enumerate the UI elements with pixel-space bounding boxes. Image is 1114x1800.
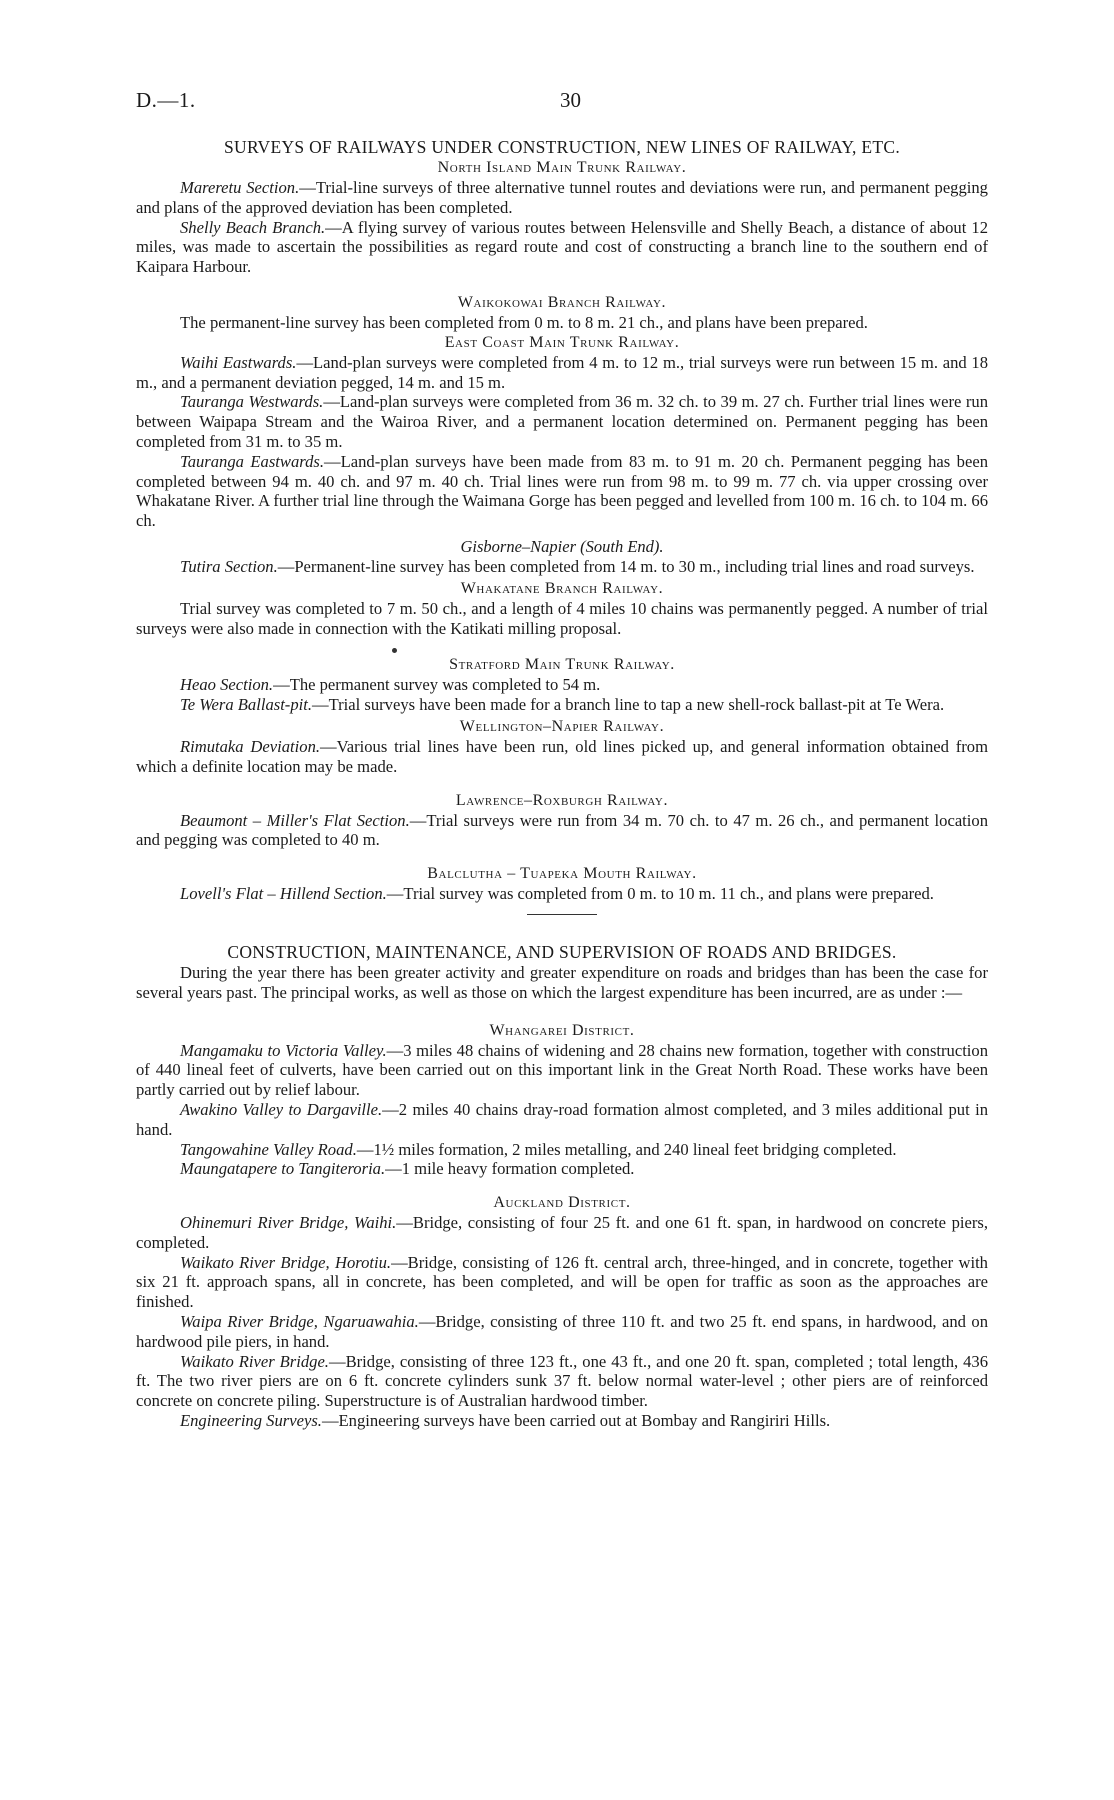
paragraph-lead: Waihi Eastwards. bbox=[180, 352, 297, 372]
paragraph-tauranga-eastwards bbox=[136, 452, 988, 531]
paragraph-body: —Land-plan surveys have been made from 83 m. to 91 m. 20 ch. Permanent pegging has been completed between 94 m. 40 ch. and 97 m. 40 ch. Trial lines were run from 98 m. to 99 m. 77 ch. via upper crossing over Whakatane River. A further trial line through the Waimana Gorge has been pegged and levelled from 100 m. 16 ch. to 104 m. 66 ch. bbox=[136, 451, 989, 531]
paragraph-body: —Engineering surveys have been carried out at Bombay and Rangiriri Hills. bbox=[321, 1411, 831, 1431]
lawrence-heading: Lawrence–Roxburgh Railway. bbox=[455, 791, 669, 809]
paragraph-tauranga-westwards bbox=[136, 392, 988, 451]
page-content bbox=[136, 136, 988, 1431]
paragraph-body: —Trial surveys have been made for a branch line to tap a new shell-rock ballast-pit at Te Wera. bbox=[312, 695, 945, 715]
paragraph-body: —Bridge, consisting of 126 ft. central arch, three-hinged, and in concrete, together with six 21 ft. approach spans, all in concrete, has been completed, and will be open for traffic as soon as the approaches are finished. bbox=[136, 1252, 988, 1312]
balclutha-heading: Balclutha – Tuapeka Mouth Railway. bbox=[427, 865, 697, 883]
page-header bbox=[136, 88, 978, 120]
nimt-heading: North Island Main Trunk Railway. bbox=[437, 159, 687, 176]
paragraph-body: —Bridge, consisting of three 123 ft., one 43 ft., and one 20 ft. span, completed ; total length, 436 ft. The two river piers are on 6 ft. concrete cylinders sunk 37 ft. below normal water-level ; other piers are of reinforced concrete on concrete piling. Superstructure is of Australian hardwood timber. bbox=[136, 1351, 988, 1411]
roads-section-title: CONSTRUCTION, MAINTENANCE, AND SUPERVISION OF ROADS AND BRIDGES. bbox=[227, 941, 897, 962]
page-number: 30 bbox=[560, 88, 581, 112]
gisborne-heading: Gisborne–Napier (South End). bbox=[460, 536, 664, 556]
paragraph-maungatapere bbox=[136, 1159, 988, 1179]
east-coast-heading: East Coast Main Trunk Railway. bbox=[444, 333, 680, 351]
paragraph-waikokowai: The permanent-line survey has been completed from 0 m. to 8 m. 21 ch., and plans have been prepared. bbox=[180, 312, 868, 332]
paragraph-body: —Trial surveys were run from 34 m. 70 ch. to 47 m. 26 ch., and permanent location and pegging was completed to 40 m. bbox=[136, 810, 988, 850]
paragraph-heao bbox=[136, 675, 988, 695]
document-reference: D.—1. bbox=[136, 88, 196, 112]
paragraph-lead: Waikato River Bridge, Horotiu. bbox=[180, 1252, 392, 1272]
paragraph-lead: Rimutaka Deviation. bbox=[180, 736, 321, 756]
paragraph-lead: Tauranga Westwards. bbox=[180, 392, 324, 412]
paragraph-body: —Bridge, consisting of four 25 ft. and one 61 ft. span, in hardwood on concrete piers, completed. bbox=[136, 1213, 988, 1252]
section-divider bbox=[527, 914, 597, 915]
paragraph-lead: Lovell's Flat – Hillend Section. bbox=[180, 884, 387, 904]
paragraph-lead: Heao Section. bbox=[180, 675, 274, 695]
paragraph-body: —Bridge, consisting of three 110 ft. and two 25 ft. end spans, in hardwood, and on hardwood pile piers, in hand. bbox=[136, 1312, 988, 1351]
paragraph-horotiu bbox=[136, 1253, 988, 1312]
paragraph-lead: Ohinemuri River Bridge, Waihi. bbox=[180, 1213, 397, 1233]
whangarei-heading: Whangarei District. bbox=[489, 1021, 635, 1039]
paragraph-awakino bbox=[136, 1100, 988, 1140]
paragraph-lead: Tutira Section. bbox=[180, 556, 278, 576]
paragraph-lead: Engineering Surveys. bbox=[180, 1411, 322, 1431]
paragraph-beaumont bbox=[136, 811, 988, 851]
paragraph-lead: Beaumont – Miller's Flat Section. bbox=[180, 810, 410, 830]
paragraph-mareretu bbox=[136, 178, 988, 218]
paragraph-body: —2 miles 40 chains dray-road formation almost completed, and 3 miles additional put in hand. bbox=[136, 1099, 989, 1139]
paragraph-rimutaka bbox=[136, 737, 988, 777]
paragraph-body: —The permanent survey was completed to 54 m. bbox=[273, 675, 601, 695]
paragraph-lead: Waipa River Bridge, Ngaruawahia. bbox=[180, 1312, 419, 1332]
paragraph-body: —Trial-line surveys of three alternative tunnel routes and deviations were run, and permanent pegging and plans of the approved deviation has been completed. bbox=[136, 178, 988, 217]
paragraph-body: —Permanent-line survey has been completed from 14 m. to 30 m., including trial lines and road surveys. bbox=[277, 556, 975, 576]
railways-section-title: SURVEYS OF RAILWAYS UNDER CONSTRUCTION, NEW LINES OF RAILWAY, ETC. bbox=[224, 137, 900, 157]
paragraph-lead: Waikato River Bridge. bbox=[180, 1351, 329, 1371]
paragraph-shelly-beach bbox=[136, 218, 988, 277]
paragraph-lead: Tauranga Eastwards. bbox=[180, 451, 325, 471]
paragraph-body: —Land-plan surveys were completed from 36 m. 32 ch. to 39 m. 27 ch. Further trial lines were run between Waipapa Stream and the Wairoa River, and a permanent location determined on. Permanent pegging has been completed from 31 m. to 35 m. bbox=[136, 392, 989, 451]
paragraph-waikato-bridge bbox=[136, 1352, 988, 1411]
paragraph-ohinemuri bbox=[136, 1213, 988, 1253]
waikokowai-heading: Waikokowai Branch Railway. bbox=[457, 293, 667, 311]
paragraph-body: —1½ miles formation, 2 miles metalling, and 240 lineal feet bridging completed. bbox=[356, 1139, 897, 1159]
paragraph-body: —1 mile heavy formation completed. bbox=[385, 1159, 635, 1179]
paragraph-lovells-flat bbox=[136, 884, 988, 904]
paragraph-lead: Mangamaku to Victoria Valley. bbox=[180, 1040, 387, 1060]
paragraph-body: —3 miles 48 chains of widening and 28 chains new formation, together with construction of 440 lineal feet of culverts, have been carried out on this important link in the Great North Road. These works have been partly carried out by relief labour. bbox=[136, 1040, 989, 1100]
auckland-heading: Auckland District. bbox=[493, 1194, 631, 1212]
whakatane-heading: Whakatane Branch Railway. bbox=[460, 579, 664, 597]
paragraph-lead: Shelly Beach Branch. bbox=[180, 217, 326, 237]
paragraph-engineering-surveys bbox=[136, 1411, 988, 1431]
paragraph-waihi-eastwards bbox=[136, 353, 988, 393]
stray-mark bbox=[392, 648, 397, 653]
paragraph-lead: Maungatapere to Tangiteroria. bbox=[180, 1159, 386, 1179]
paragraph-waipa bbox=[136, 1312, 988, 1352]
wellington-heading: Wellington–Napier Railway. bbox=[459, 717, 665, 735]
paragraph-body: —A flying survey of various routes between Helensville and Shelly Beach, a distance of about 12 miles, was made to ascertain the possibilities as regard route and cost of constructing a branch line to the southern end of Kaipara Harbour. bbox=[136, 217, 988, 277]
paragraph-tutira bbox=[136, 557, 988, 577]
paragraph-mangamaku bbox=[136, 1041, 988, 1100]
paragraph-tangowahine bbox=[136, 1140, 988, 1160]
paragraph-body: —Land-plan surveys were completed from 4 m. to 12 m., trial surveys were run between 15 m. and 18 m., and a permanent deviation pegged, 14 m. and 15 m. bbox=[136, 352, 988, 392]
paragraph-whakatane: Trial survey was completed to 7 m. 50 ch., and a length of 4 miles 10 chains was permanently pegged. A number of trial surveys were also made in connection with the Katikati milling proposal. bbox=[136, 598, 988, 638]
stratford-heading: Stratford Main Trunk Railway. bbox=[449, 656, 675, 674]
paragraph-te-wera bbox=[136, 695, 988, 715]
paragraph-lead: Te Wera Ballast-pit. bbox=[180, 695, 312, 715]
paragraph-lead: Tangowahine Valley Road. bbox=[180, 1139, 357, 1159]
paragraph-roads-intro: During the year there has been greater activity and greater expenditure on roads and bridges than has been the case for several years past. The principal works, as well as those on which the largest expenditure has been incurred, are as under :— bbox=[136, 962, 988, 1002]
paragraph-body: —Various trial lines have been run, old lines picked up, and general information obtained from which a definite location may be made. bbox=[136, 736, 988, 776]
paragraph-lead: Awakino Valley to Dargaville. bbox=[180, 1099, 383, 1119]
paragraph-body: —Trial survey was completed from 0 m. to 10 m. 11 ch., and plans were prepared. bbox=[386, 884, 934, 904]
paragraph-lead: Mareretu Section. bbox=[180, 178, 300, 197]
